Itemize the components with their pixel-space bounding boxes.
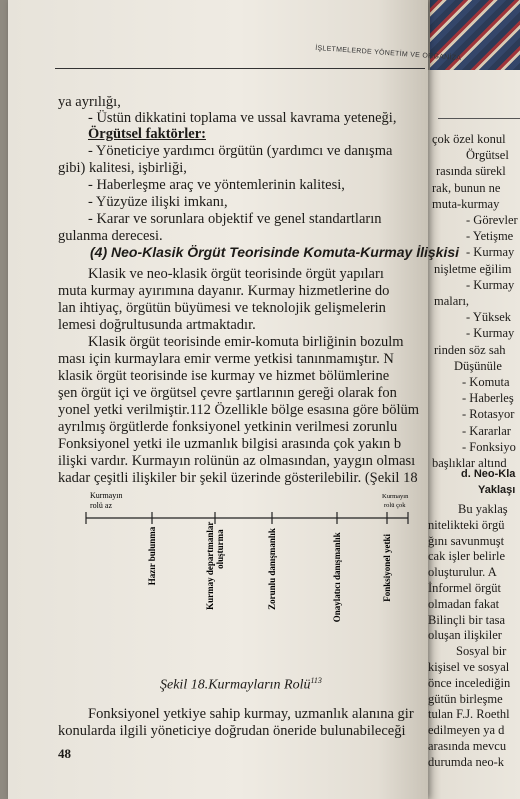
text-line: gibi) kalitesi, işbirliği,	[58, 160, 187, 176]
right-text-line: muta-kurmay	[432, 196, 500, 211]
text-line: Fonksiyonel yetki ile uzmanlık bilgisi arasında çok yakın b	[58, 436, 402, 452]
text-line: - Yöneticiye yardımcı örgütün (yardımcı ve danışma	[88, 143, 393, 159]
right-text-line: rinden söz sah	[434, 342, 506, 357]
text-line: Klasik örgüt teorisinde emir-komuta birliğinin bozulm	[88, 334, 404, 350]
right-section-heading: Yaklaşı	[478, 484, 516, 496]
right-label-2: rolü çok	[384, 502, 406, 509]
right-text-line: gütün birleşme	[428, 691, 503, 706]
right-text-line: başlıklar altınd	[432, 456, 507, 470]
right-text-line: - Komuta	[462, 375, 510, 389]
category-label: Onaylatıcı danışmanlık	[332, 532, 342, 623]
text-line: lemesi doğrultusunda artmaktadır.	[58, 317, 256, 333]
right-section-heading: d. Neo-Kla	[461, 468, 516, 480]
right-text-line: - Kurmay	[466, 277, 515, 292]
left-label-1: Kurmayın	[90, 491, 123, 500]
text-line: - Yüzyüze ilişki imkanı,	[88, 194, 228, 210]
right-text-line: - Yetişme	[466, 229, 514, 244]
right-label-1: Kurmayın	[382, 493, 409, 500]
caption-text: Şekil 18.Kurmayların Rolü	[160, 677, 311, 693]
text-line: ya ayrılığı,	[58, 94, 121, 110]
text-line: şen örgüt içi ve örgütsel çevre şartlarının gereği olarak fon	[58, 385, 397, 401]
category-label: Fonksiyonel yetki	[382, 533, 392, 602]
staff-role-diagram	[82, 484, 412, 654]
right-text-line: cak işler belirle	[428, 549, 506, 564]
running-header: İŞLETMELERDE YÖNETİM VE ORGANİZA	[314, 44, 462, 63]
right-text-line: edilmeyen ya d	[428, 723, 505, 738]
right-text-line: kişisel ve sosyal	[428, 660, 510, 674]
text-line: Klasik ve neo-klasik örgüt teorisinde örgüt yapıları	[88, 266, 384, 282]
right-text-line: maları,	[434, 294, 470, 308]
category-label: Hazır bulunma	[147, 526, 157, 586]
right-text-line: önce incelediğin	[428, 675, 511, 690]
fabric-background	[430, 0, 520, 80]
text-line: Fonksiyonel yetkiye sahip kurmay, uzmanlık alanına gir	[88, 706, 414, 722]
text-line: klasik örgüt teorisinde ise kurmay ve hizmet bölümlerine	[58, 368, 390, 384]
text-line: - Üstün dikkatini toplama ve ussal kavrama yeteneği,	[88, 110, 397, 126]
right-text-line: rasında sürekl	[436, 164, 506, 179]
right-text-line: İnformel örgüt	[428, 581, 502, 595]
category-label: Kurmay departmanlar	[205, 521, 215, 610]
right-text-line: oluşan ilişkiler	[428, 628, 502, 643]
right-text-line: - Haberleş	[462, 391, 514, 406]
right-text-line: arasında mevcu	[428, 739, 507, 753]
text-line: - Karar ve sorunlara objektif ve genel standartların	[88, 211, 382, 227]
right-text-line: - Rotasyor	[462, 407, 515, 422]
category-label: oluşturma	[215, 529, 225, 569]
right-text-line: Sosyal bir	[456, 644, 507, 659]
left-label-2: rolü az	[90, 501, 112, 510]
text-line: konularda ilgili yöneticiye doğrudan öneride bulunabileceği	[58, 723, 406, 739]
page-number: 48	[58, 746, 71, 761]
text-line: gulanma derecesi.	[58, 228, 163, 244]
header-rule	[55, 68, 425, 69]
right-text-line: Düşünüle	[454, 358, 502, 373]
category-label: Zorunlu danışmanlık	[267, 528, 277, 610]
right-text-line: olmadan fakat	[428, 596, 500, 611]
right-text-line: - Kurmay	[466, 245, 515, 260]
text-line: yonel yetki verilmiştir.112 Özellikle bölge esasına göre bölüm	[58, 402, 420, 418]
text-line: - Haberleşme araç ve yöntemlerinin kalitesi,	[88, 177, 345, 193]
text-line: ması için kurmaylara emir verme yetkisi tanınmamıştır. N	[58, 351, 394, 367]
caption-ref: 113	[310, 676, 322, 685]
text-line: kadar çeşitli ilişkiler bir şekil üzerinde gösterilebilir. (Şekil 18	[58, 470, 418, 486]
text-line: ilişki vardır. Kurmayın rolünün az olmasından, yaygın olması	[58, 453, 416, 469]
right-text-line: Örgütsel	[466, 148, 509, 163]
right-text-line: durumda neo-k	[428, 754, 505, 769]
text-line: ayrılmış örgütlerde fonksiyonel yetkinin verilmesi zorunlu	[58, 419, 398, 435]
right-text-line: tulan F.J. Roethl	[428, 707, 510, 722]
right-text-line: - Kararlar	[462, 423, 511, 438]
figure-caption	[160, 676, 322, 694]
right-text-line: - Görevler	[466, 213, 518, 227]
right-text-line: - Yüksek	[466, 310, 512, 325]
right-text-line: - Kurmay	[466, 326, 515, 341]
right-text-line: - Fonksiyo	[462, 439, 516, 454]
right-text-line: rak, bunun ne	[432, 180, 501, 195]
text-line: muta kurmay ayırımına dayanır. Kurmay hizmetlerine do	[58, 283, 390, 299]
right-text-line: Bu yaklaş	[458, 502, 508, 516]
text-line: lan ihtiyaç, örgütün büyümesi ve teknolojik gelişmelerin	[58, 300, 386, 316]
right-text-line: nişletme eğilim	[434, 261, 512, 276]
tick-group	[147, 512, 392, 622]
right-text-line: Bilinçli bir tasa	[428, 612, 506, 627]
subheading-organizational-factors: Örgütsel faktörler:	[88, 126, 206, 142]
right-text-line: ğını savunmuşt	[428, 533, 505, 548]
right-text-line: nitelikteki örgü	[428, 517, 505, 532]
section-heading: (4) Neo-Klasik Örgüt Teorisinde Komuta-Kurmay İlişkisi	[90, 244, 460, 260]
right-text-line: çok özel konul	[432, 132, 506, 146]
right-text-line: oluşturulur. A	[428, 565, 497, 580]
right-page-rule	[438, 118, 520, 119]
